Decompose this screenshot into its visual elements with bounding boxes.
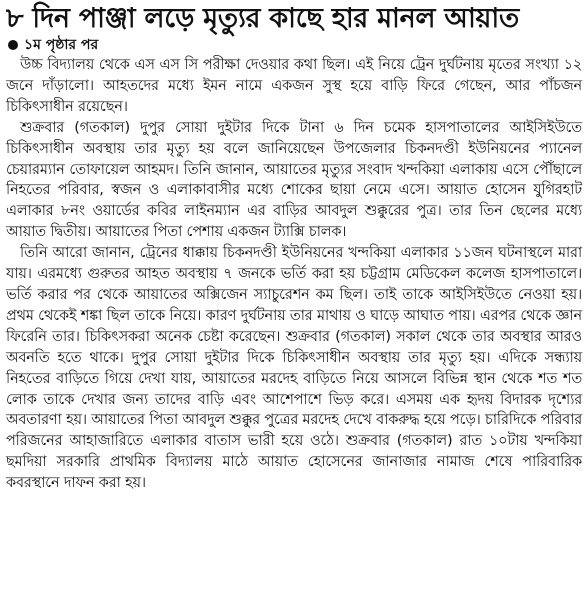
headline: ৮ দিন পাঞ্জা লড়ে মৃত্যুর কাছে হার মানল আয়াত [6, 3, 519, 34]
paragraph: উচ্চ বিদ্যালয় থেকে এস এস সি পরীক্ষা দেওয়ার কথা ছিল। এই নিয়ে ট্রেন দুর্ঘটনায় মৃতের সংখ্যা ১২ জনে দাঁড়ালো। আহতদের মধ্যে ইমন নামে একজন সুস্থ হয়ে বাড়ি ফিরে গেছেন, আর পাঁচজন চিকিৎসাধীন রয়েছেন। [6, 57, 582, 115]
paragraph: শুক্রবার (গতকাল) দুপুর সোয়া দুইটার দিকে টানা ৬ দিন চমেক হাসপাতালের আইসিইউতে চিকিৎসাধীন অবস্থায় তার মৃত্যু হয় বলে জানিয়েছেন উপজেলার চিকনদণ্ডী ইউনিয়নের প্যানেল চেয়ারম্যান তোফায়েল আহমদ। তিনি জানান, আয়াতের মৃত্যুর সংবাদ খন্দকিয়া এলাকায় এসে পৌঁছালে নিহতের পরিবার, স্বজন ও এলাকাবাসীর মধ্যে শোকের ছায়া নেমে এসে। আয়াত হোসেন যুগিরহাট এলাকার ৮নং ওয়ার্ডের কবির লাইনম্যান এর বাড়ির আবদুল শুক্কুরের পুত্র। তার তিন ছেলের মধ্যে আয়াত দ্বিতীয়। আয়াতের পিতা পেশায় একজন ট্যাক্সি চালক। [6, 119, 582, 241]
paragraph: তিনি আরো জানান, ট্রেনের ধাক্কায় চিকনদণ্ডী ইউনিয়নের খন্দকিয়া এলাকার ১১জন ঘটনাস্থলে মারা যায়। এরমধ্যে গুরুতর আহত অবস্থায় ৭ জনকে ভর্তি করা হয় চট্টগ্রাম মেডিকেল কলেজ হাসপাতালে। ভর্তি করার পর থেকে আয়াতের অক্সিজেন স্যাচুরেশন কম ছিল। তাই তাকে আইসিইউতে নেওয়া হয়। প্রথম থেকেই শঙ্কা ছিল তাকে নিয়ে। কারণ দুর্ঘটনায় তার মাথায় ও ঘাড়ে আঘাত পায়। এরপর থেকে জ্ঞান ফিরেনি তার। চিকিৎসকরা অনেক চেষ্টা করেছেন। শুক্রবার (গতকাল) সকাল থেকে তার অবস্থার আরও অবনতি হতে থাকে। দুপুর সোয়া দুইটার দিকে চিকিৎসাধীন অবস্থায় তার মৃত্যু হয়। এদিকে সন্ধ্যায় নিহতের বাড়িতে গিয়ে দেখা যায়, আয়াতের মরদেহ বাড়িতে নিয়ে আসলে বিভিন্ন স্থান থেকে শত শত লোক তাকে দেখার জন্য তাদের বাড়ি এবং আশেপাশে ভিড় করে। এসময় এক হৃদয় বিদারক দৃশ্যের অবতারণা হয়। আয়াতের পিতা আবদুল শুক্কুর পুত্রের মরদেহ দেখে বাকরুদ্ধ হয়ে পড়ে। চারিদিকে পরিবার পরিজনের আহাজারিতে এলাকার বাতাস ভারী হয়ে ওঠে। শুক্রবার (গতকাল) রাত ১০টায় খন্দকিয়া ছমদিয়া সরকারি প্রাথমিক বিদ্যালয় মাঠে আয়াত হোসেনের জানাজার নামাজ শেষে পারিবারিক কবরস্থানে দাফন করা হয়। [6, 245, 582, 492]
continued-marker [8, 36, 582, 54]
continued-from-label: ১ম পৃষ্ঠার পর [24, 37, 99, 53]
bullet-icon [8, 40, 18, 50]
article-body [6, 55, 582, 494]
